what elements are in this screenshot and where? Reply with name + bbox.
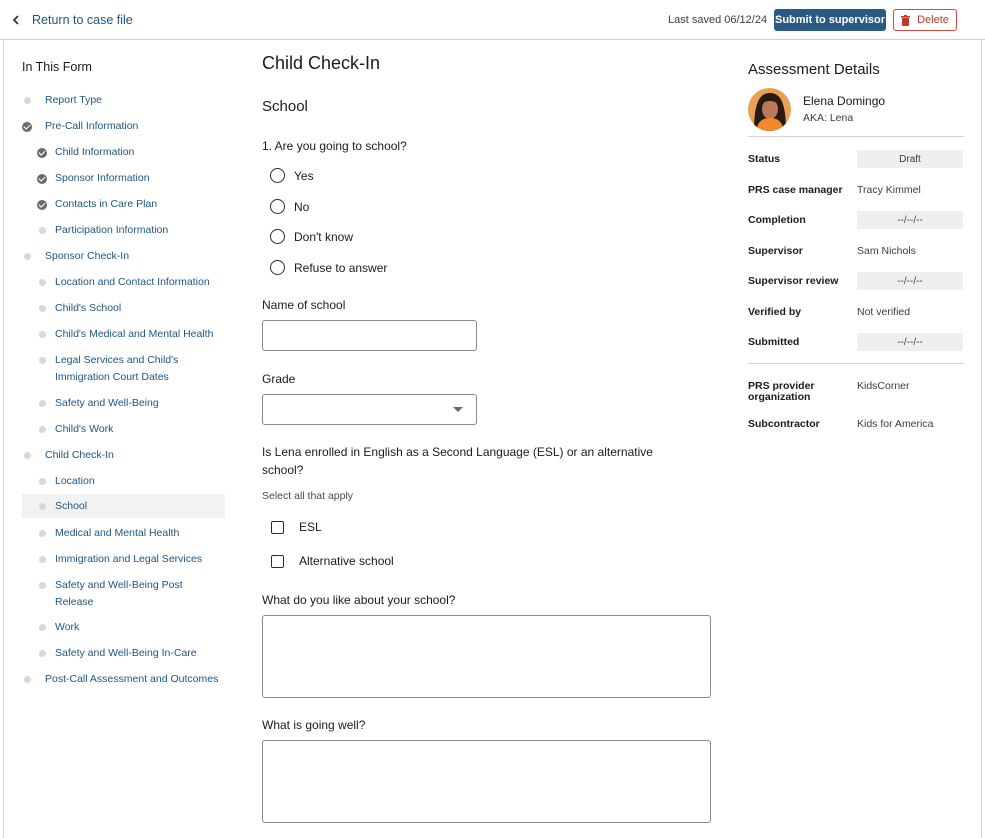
checkbox-box[interactable] (271, 521, 284, 534)
status-dot-icon (39, 650, 46, 657)
radio-circle[interactable] (270, 168, 285, 183)
return-link-label: Return to case file (32, 13, 133, 27)
case-manager-label: PRS case manager (748, 184, 843, 196)
status-dot-icon (39, 400, 46, 407)
school-name-input[interactable] (262, 320, 477, 351)
child-name: Elena Domingo (803, 94, 886, 108)
page-title: Child Check-In (262, 53, 381, 73)
going-well-label: What is going well? (262, 718, 366, 732)
sidebar-item-report-type[interactable]: Report Type (22, 92, 225, 109)
sidebar-item-work[interactable]: Work (22, 619, 225, 636)
sidebar-title: In This Form (22, 60, 92, 74)
q1-label: 1. Are you going to school? (262, 139, 407, 153)
sidebar-item-safety-and-well-being-in-care[interactable]: Safety and Well-Being In-Care (22, 645, 225, 662)
verified-by-label: Verified by (748, 306, 802, 318)
sidebar-item-childs-medical-and-mental-health[interactable]: Child's Medical and Mental Health (22, 326, 225, 343)
check-circle-icon (22, 122, 32, 132)
chevron-left-icon (12, 15, 20, 25)
check-circle-icon (37, 174, 47, 184)
completion-value: --/--/-- (857, 211, 963, 229)
status-dot-icon (24, 452, 31, 459)
sidebar-item-legal-services-and-court-dates[interactable]: Legal Services and Child's Immigration Court Dates (22, 352, 225, 386)
radio-circle[interactable] (270, 260, 285, 275)
check-circle-icon (37, 148, 47, 158)
status-dot-icon (39, 426, 46, 433)
avatar (748, 88, 791, 131)
child-aka: AKA: Lena (803, 112, 854, 124)
status-dot-icon (24, 253, 31, 260)
top-bar (0, 0, 985, 40)
status-dot-icon (39, 279, 46, 286)
submitted-value: --/--/-- (857, 333, 963, 351)
caret-down-icon (453, 407, 463, 412)
radio-no[interactable]: No (270, 199, 309, 214)
sidebar-item-safety-and-well-being[interactable]: Safety and Well-Being (22, 395, 225, 412)
status-dot-icon (39, 478, 46, 485)
subcontractor-value: Kids for America (857, 418, 934, 430)
radio-circle[interactable] (270, 229, 285, 244)
sidebar-item-child-information[interactable]: Child Information (22, 144, 225, 161)
case-manager-value: Tracy Kimmel (857, 184, 921, 196)
section-title: School (262, 98, 308, 115)
status-dot-icon (39, 624, 46, 631)
sidebar-item-sponsor-information[interactable]: Sponsor Information (22, 170, 225, 187)
radio-yes[interactable]: Yes (270, 168, 314, 183)
details-title: Assessment Details (748, 61, 880, 78)
like-school-textarea[interactable] (262, 615, 711, 698)
grade-label: Grade (262, 372, 296, 386)
sidebar-item-contacts-in-care-plan[interactable]: Contacts in Care Plan (22, 196, 225, 213)
status-dot-icon (39, 305, 46, 312)
status-dot-icon (39, 582, 46, 589)
status-dot-icon (39, 530, 46, 537)
sidebar-item-location[interactable]: Location (22, 473, 225, 490)
provider-org-value: KidsCorner (857, 380, 910, 392)
verified-by-value: Not verified (857, 306, 911, 318)
sidebar-item-pre-call-information[interactable]: Pre-Call Information (22, 118, 225, 135)
supervisor-value: Sam Nichols (857, 245, 916, 257)
status-dot-icon (24, 676, 31, 683)
divider (748, 136, 964, 137)
status-dot-icon (39, 503, 46, 510)
divider (748, 363, 964, 364)
status-dot-icon (39, 357, 46, 364)
going-well-textarea[interactable] (262, 740, 711, 823)
last-saved-text: Last saved 06/12/24 (668, 14, 768, 26)
subcontractor-label: Subcontractor (748, 418, 820, 430)
supervisor-review-label: Supervisor review (748, 275, 839, 287)
status-dot-icon (39, 331, 46, 338)
status-dot-icon (39, 227, 46, 234)
sidebar-item-participation-information[interactable]: Participation Information (22, 222, 225, 239)
radio-circle[interactable] (270, 199, 285, 214)
like-school-label: What do you like about your school? (262, 593, 456, 607)
sidebar-item-school[interactable]: School (22, 494, 225, 518)
checkbox-alternative-school[interactable]: Alternative school (271, 554, 394, 568)
child-photo (748, 88, 791, 131)
status-badge: Draft (857, 150, 963, 168)
provider-org-label: PRS provider organization (748, 380, 815, 403)
supervisor-label: Supervisor (748, 245, 803, 257)
sidebar-item-immigration-and-legal-services[interactable]: Immigration and Legal Services (22, 551, 225, 568)
school-name-label: Name of school (262, 298, 346, 312)
radio-refuse-to-answer[interactable]: Refuse to answer (270, 260, 387, 275)
checkbox-box[interactable] (271, 555, 284, 568)
return-to-case-file-link[interactable] (12, 12, 133, 28)
sidebar-item-childs-school[interactable]: Child's School (22, 300, 225, 317)
status-label: Status (748, 153, 781, 165)
status-dot-icon (24, 97, 31, 104)
check-circle-icon (37, 200, 47, 210)
submit-to-supervisor-button[interactable]: Submit to supervisor (774, 9, 886, 31)
delete-button[interactable] (893, 9, 957, 31)
sidebar-item-medical-and-mental-health[interactable]: Medical and Mental Health (22, 525, 225, 542)
status-dot-icon (39, 556, 46, 563)
trash-icon (901, 15, 910, 26)
checkbox-esl[interactable]: ESL (271, 520, 322, 534)
delete-label: Delete (917, 14, 949, 26)
submitted-label: Submitted (748, 336, 800, 348)
sidebar-item-post-call-assessment-and-outcomes[interactable]: Post-Call Assessment and Outcomes (22, 671, 225, 688)
grade-select[interactable] (262, 394, 477, 425)
sidebar-item-safety-and-well-being-post-release[interactable]: Safety and Well-Being Post Release (22, 577, 225, 611)
sidebar-item-sponsor-check-in[interactable]: Sponsor Check-In (22, 248, 225, 265)
supervisor-review-value: --/--/-- (857, 272, 963, 290)
radio-dont-know[interactable]: Don't know (270, 229, 353, 244)
sidebar-item-child-check-in[interactable]: Child Check-In (22, 447, 225, 464)
completion-label: Completion (748, 214, 806, 226)
esl-question-label: Is Lena enrolled in English as a Second Language (ESL) or an alternative school? (262, 445, 653, 477)
sidebar-item-location-and-contact-information[interactable]: Location and Contact Information (22, 274, 225, 291)
esl-helper-text: Select all that apply (262, 490, 354, 502)
sidebar-item-childs-work[interactable]: Child's Work (22, 421, 225, 438)
